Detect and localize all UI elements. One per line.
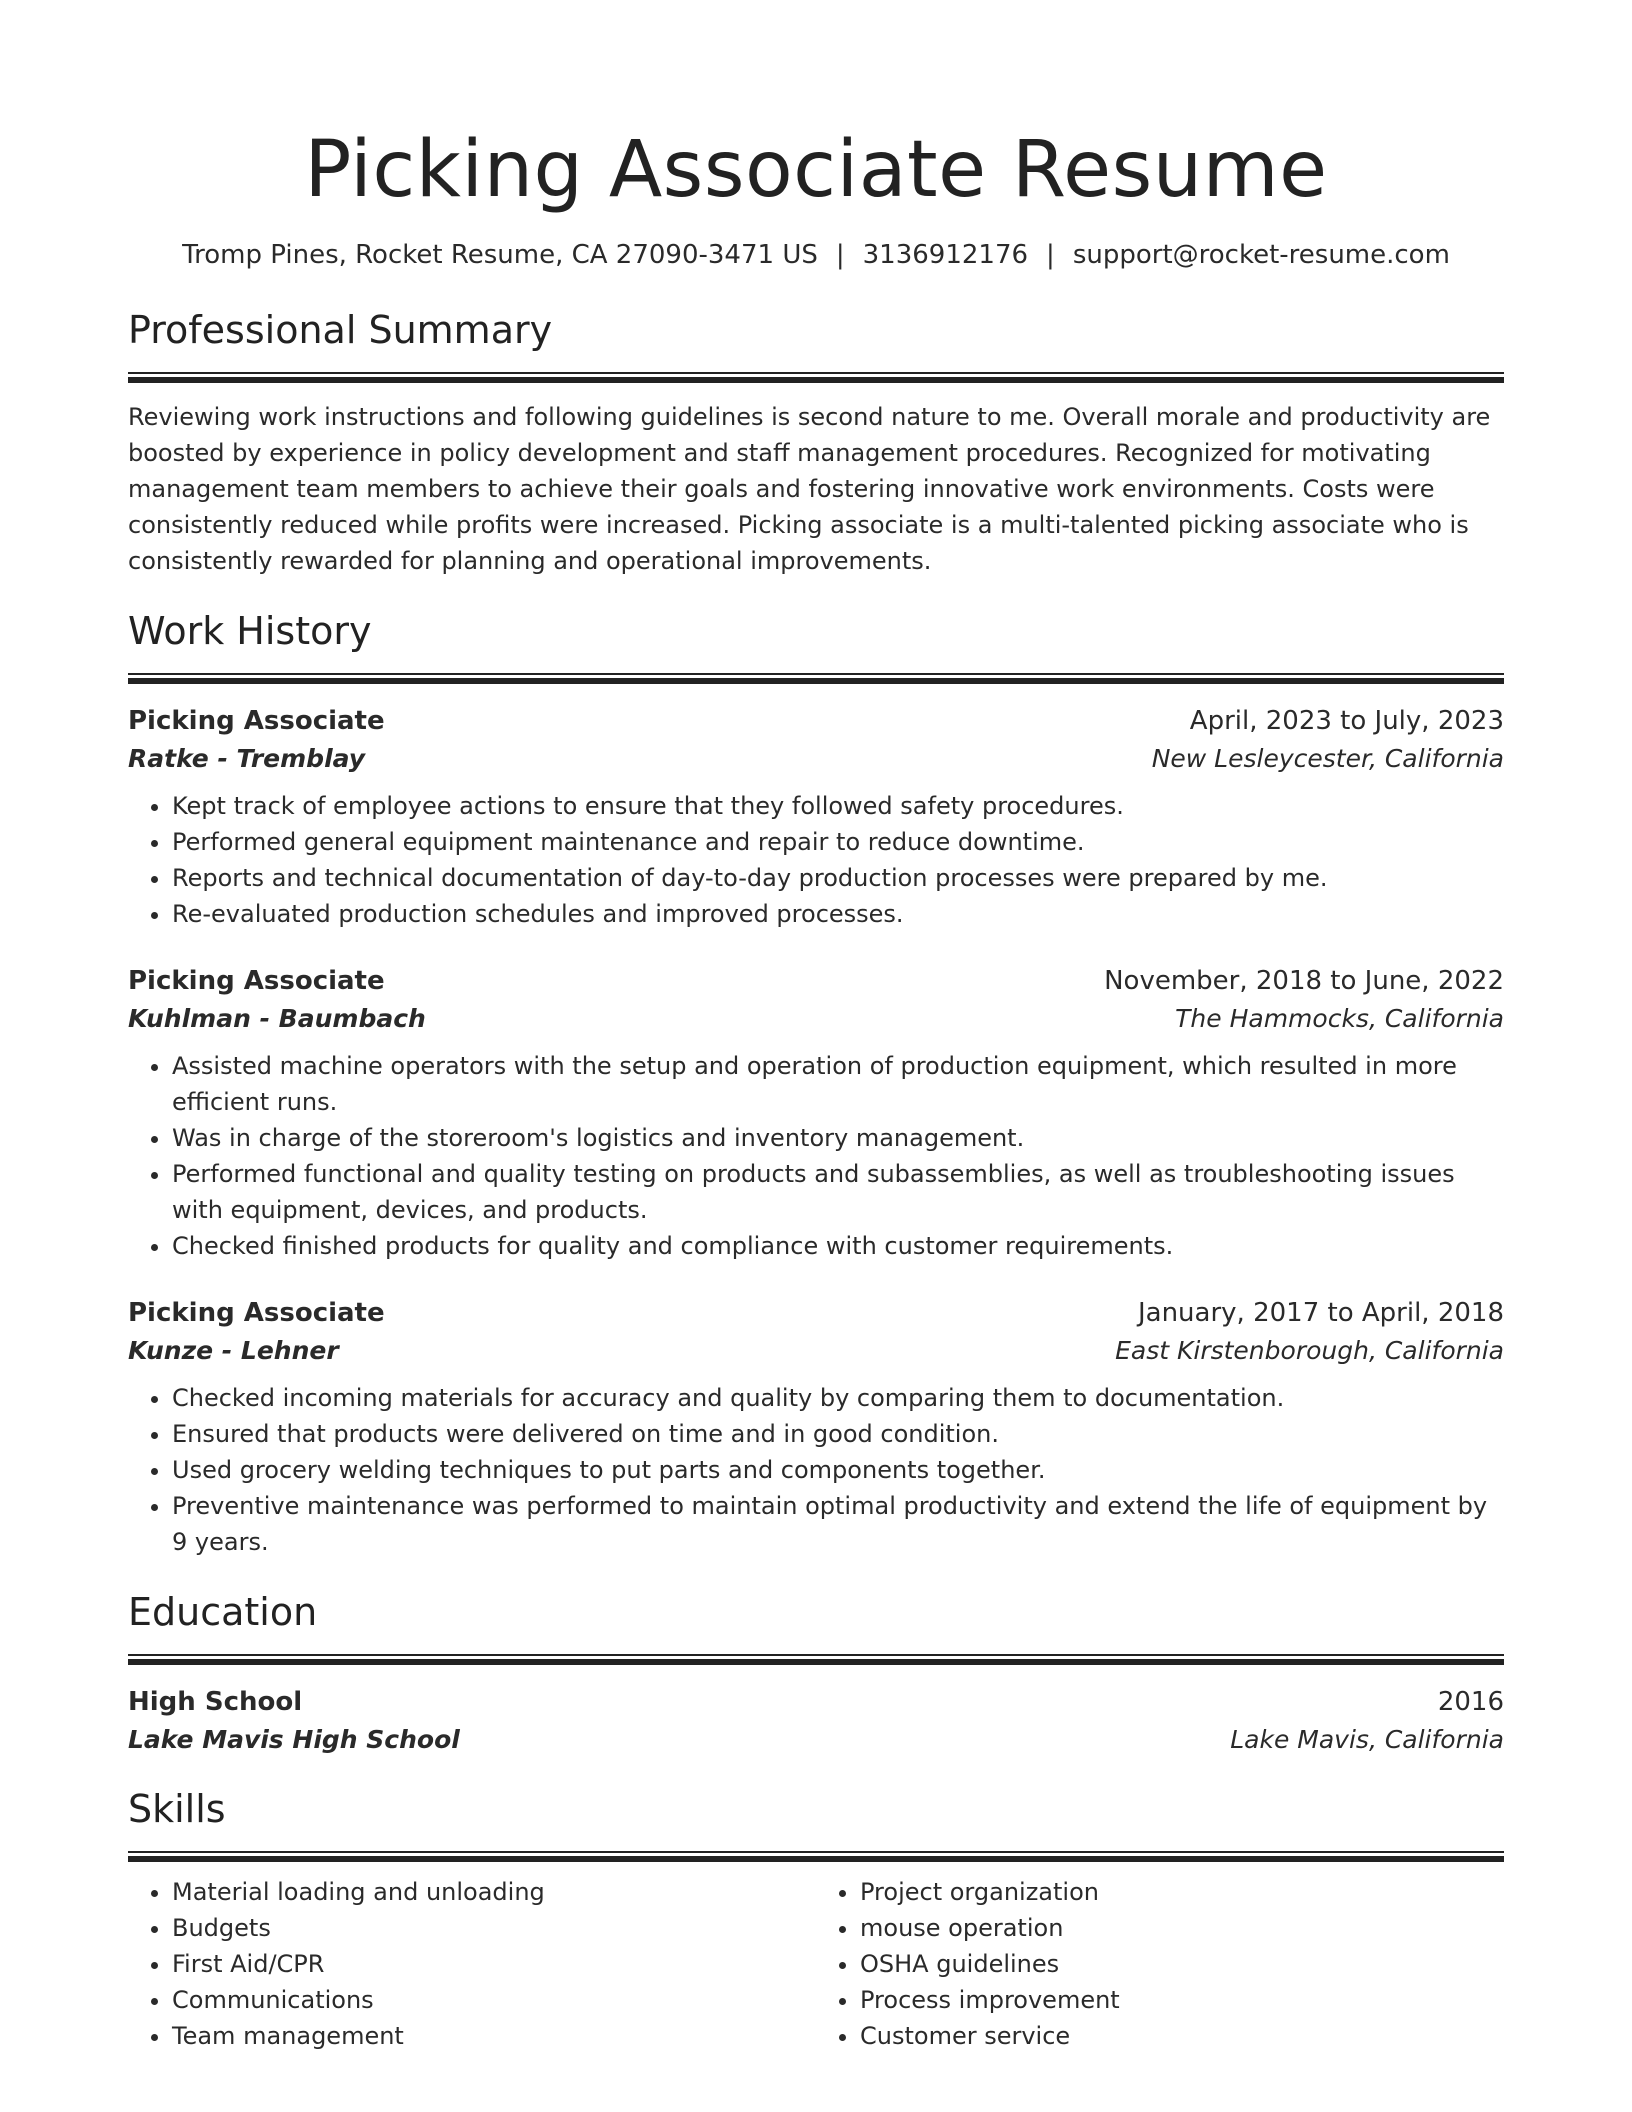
- skill-item: • Team management: [172, 2018, 816, 2054]
- section-divider: [128, 1851, 1504, 1862]
- job-bullet: • Preventive maintenance was performed to maintain optimal productivity and extend the life of equipment by 9 years.: [172, 1488, 1504, 1560]
- section-divider: [128, 673, 1504, 684]
- job-bullet: • Performed general equipment maintenance and repair to reduce downtime.: [172, 824, 1504, 860]
- job-company: Kunze - Lehner: [128, 1336, 339, 1365]
- skill-item: • OSHA guidelines: [860, 1946, 1504, 1982]
- job-location: The Hammocks, California: [1175, 1004, 1504, 1033]
- job-bullet: • Kept track of employee actions to ensure that they followed safety procedures.: [172, 788, 1504, 824]
- contact-separator: |: [835, 240, 845, 270]
- skill-item: • Project organization: [860, 1874, 1504, 1910]
- job-company: Ratke - Tremblay: [128, 744, 366, 773]
- job-bullet: • Checked incoming materials for accuracy and quality by comparing them to documentation.: [172, 1380, 1504, 1416]
- contact-email: support@rocket-resume.com: [1072, 240, 1450, 270]
- skill-item: • Process improvement: [860, 1982, 1504, 2018]
- job-bullets: [128, 1380, 1504, 1560]
- work-history-section: [128, 607, 1504, 1560]
- job-bullets: [128, 788, 1504, 932]
- education-school: Lake Mavis High School: [128, 1725, 460, 1754]
- education-section: [128, 1588, 1504, 1759]
- summary-section: [128, 306, 1504, 579]
- skills-section: [128, 1785, 1504, 2054]
- job-entry: [128, 1294, 1504, 1560]
- skills-column-right: [816, 1874, 1504, 2054]
- job-title: Picking Associate: [128, 706, 385, 736]
- job-bullet: • Used grocery welding techniques to put parts and components together.: [172, 1452, 1504, 1488]
- education-year: 2016: [1437, 1687, 1504, 1717]
- job-dates: January, 2017 to April, 2018: [1137, 1298, 1504, 1328]
- job-bullet: • Reports and technical documentation of day-to-day production processes were prepared by me.: [172, 860, 1504, 896]
- job-title: Picking Associate: [128, 966, 385, 996]
- job-title: Picking Associate: [128, 1298, 385, 1328]
- job-bullet: • Performed functional and quality testing on products and subassemblies, as well as troubleshooting issues with equipment, devices, and products.: [172, 1156, 1504, 1228]
- skill-item: • Customer service: [860, 2018, 1504, 2054]
- job-dates: April, 2023 to July, 2023: [1189, 706, 1504, 736]
- education-degree: High School: [128, 1687, 303, 1717]
- skill-item: • mouse operation: [860, 1910, 1504, 1946]
- job-location: East Kirstenborough, California: [1115, 1336, 1504, 1365]
- skills-columns: [128, 1874, 1504, 2054]
- section-divider: [128, 1654, 1504, 1665]
- job-entry: [128, 702, 1504, 932]
- resume-title: Picking Associate Resume: [304, 125, 1328, 215]
- summary-text: Reviewing work instructions and following guidelines is second nature to me. Overall morale and productivity are boosted by experience in policy development and staff management procedures. Recognized for motivating management team members to achieve their goals and fostering innovative work environments. Costs were consistently reduced while profits were increased. Picking associate is a multi-talented picking associate who is consistently rewarded for planning and operational improvements.: [128, 403, 1491, 575]
- contact-line: [128, 238, 1504, 272]
- education-location: Lake Mavis, California: [1230, 1725, 1504, 1754]
- skill-item: • Material loading and unloading: [172, 1874, 816, 1910]
- job-bullets: [128, 1048, 1504, 1264]
- contact-phone: 3136912176: [862, 240, 1029, 270]
- job-bullet: • Assisted machine operators with the setup and operation of production equipment, which resulted in more efficient runs.: [172, 1048, 1504, 1120]
- job-bullet: • Was in charge of the storeroom's logistics and inventory management.: [172, 1120, 1504, 1156]
- skills-column-left: [128, 1874, 816, 2054]
- skill-item: • First Aid/CPR: [172, 1946, 816, 1982]
- job-entry: [128, 962, 1504, 1264]
- section-divider: [128, 372, 1504, 383]
- job-company: Kuhlman - Baumbach: [128, 1004, 426, 1033]
- skill-item: • Communications: [172, 1982, 816, 2018]
- job-bullet: • Checked finished products for quality and compliance with customer requirements.: [172, 1228, 1504, 1264]
- job-bullet: • Ensured that products were delivered on time and in good condition.: [172, 1416, 1504, 1452]
- section-title-summary: Professional Summary: [128, 308, 553, 352]
- section-title-work-history: Work History: [128, 609, 372, 653]
- contact-address: Tromp Pines, Rocket Resume, CA 27090-3471 US: [182, 240, 818, 270]
- job-location: New Lesleycester, California: [1151, 744, 1504, 773]
- education-entry: [128, 1683, 1504, 1759]
- job-bullet: • Re-evaluated production schedules and improved processes.: [172, 896, 1504, 932]
- job-dates: November, 2018 to June, 2022: [1104, 966, 1504, 996]
- skill-item: • Budgets: [172, 1910, 816, 1946]
- contact-separator: |: [1046, 240, 1055, 270]
- section-title-skills: Skills: [128, 1787, 226, 1831]
- section-title-education: Education: [128, 1590, 318, 1634]
